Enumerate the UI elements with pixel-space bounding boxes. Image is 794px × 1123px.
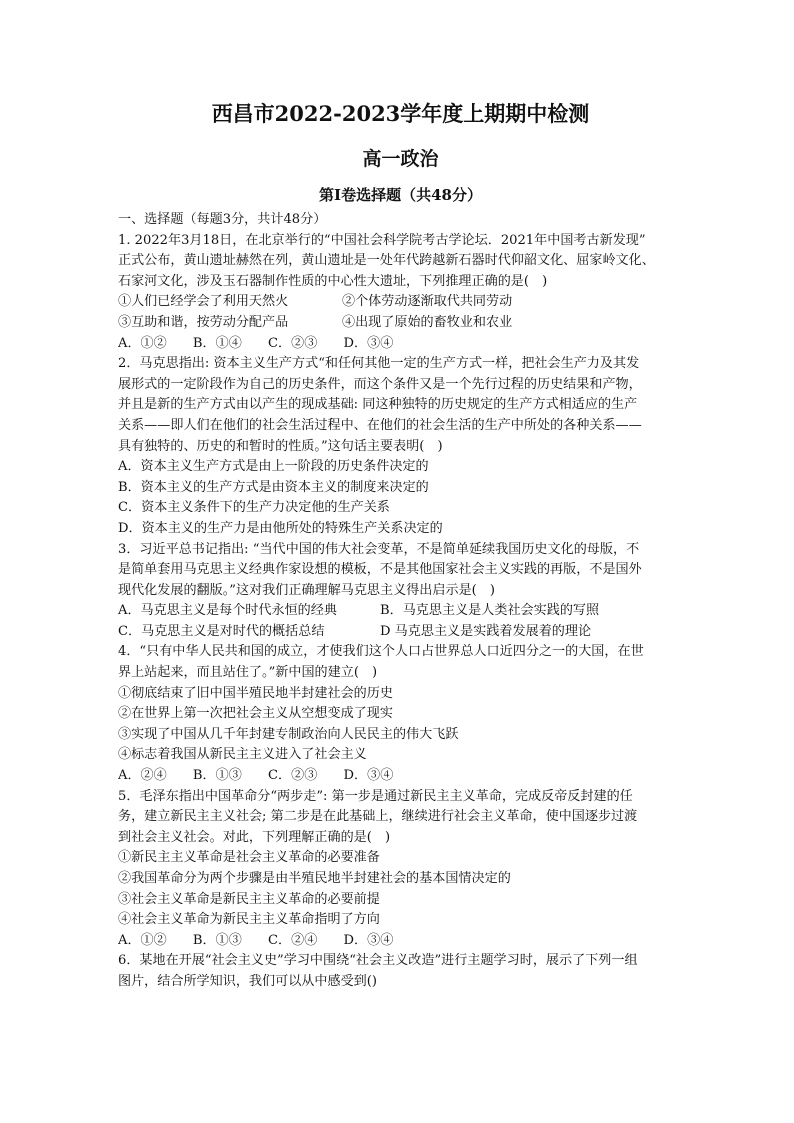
option: D．资本主义的生产力是由他所处的特殊生产关系决定的 — [118, 520, 443, 536]
option: B．资本主义的生产方式是由资本主义的制度来决定的 — [118, 479, 429, 495]
question-text-line: 界上站起来，而且站住了。”新中国的建立( ) — [118, 665, 378, 681]
question-2 — [118, 354, 683, 539]
statement: ①新民主主义革命是社会主义革命的必要准备 — [118, 850, 380, 866]
question-text-line: 正式公布，黄山遗址赫然在列，黄山遗址是一处年代跨越新石器时代仰韶文化、屈家岭文化、 — [118, 253, 655, 269]
option: C．马克思主义是对时代的概括总结 — [118, 623, 325, 639]
question-6 — [118, 951, 683, 992]
question-5 — [118, 787, 683, 952]
question-text-line: 2．马克思指出: 资本主义生产方式“和任何其他一定的生产方式一样，把社会生产力及其发 — [118, 356, 640, 372]
statement: ②个体劳动逐渐取代共同劳动 — [342, 294, 513, 310]
question-text-line: 展形式的一定阶段作为自己的历史条件，而这个条件又是一个先行过程的历史结果和产物， — [118, 376, 642, 392]
questions-body — [118, 210, 683, 993]
answer-choices: A．②④ B．①③ C．②③ D．③④ — [118, 768, 394, 784]
question-text-line: 石家河文化，涉及玉石器制作性质的中心性大遗址，下列推理正确的是( ) — [118, 273, 548, 289]
question-3 — [118, 540, 683, 643]
statement: ④出现了原始的畜牧业和农业 — [342, 314, 513, 330]
question-text-line: 到社会主义社会。对此，下列理解正确的是( ) — [118, 829, 391, 845]
section-heading: 第Ⅰ卷选择题（共48分） — [319, 186, 482, 204]
question-text-line: 现代化发展的翻版。”这对我们正确理解马克思主义得出启示是( ) — [118, 582, 495, 598]
instructions: 一、选择题（每题3分，共计48分） — [118, 212, 327, 227]
exam-page — [118, 100, 683, 993]
statement: ①彻底结束了旧中国半殖民地半封建社会的历史 — [118, 685, 393, 701]
question-text-line: 1. 2022年3月18日，在北京举行的“中国社会科学院考古学论坛．2021年中国考古新发现” — [118, 232, 646, 248]
answer-choices: A．①② B．①④ C．②③ D．③④ — [118, 335, 394, 351]
option: A．资本主义生产方式是由上一阶段的历史条件决定的 — [118, 459, 429, 475]
option-row — [118, 622, 683, 643]
question-1 — [118, 231, 683, 355]
statement: ③社会主义革命是新民主主义革命的必要前提 — [118, 891, 380, 907]
option: B．马克思主义是人类社会实践的写照 — [380, 603, 600, 619]
question-text-line: 5．毛泽东指出中国革命分“两步走”: 第一步是通过新民主主义革命，完成反帝反封建的任 — [118, 788, 633, 804]
question-text-line: 3．习近平总书记指出: “当代中国的伟大社会变革，不是简单延续我国历史文化的母版，不 — [118, 541, 640, 557]
exam-title: 西昌市2022-2023学年度上期期中检测 — [211, 101, 590, 126]
statement-row — [118, 292, 683, 313]
statement: ④标志着我国从新民主主义进入了社会主义 — [118, 747, 367, 763]
question-text-line: 6．某地在开展“社会主义史”学习中围绕“社会主义改造”进行主题学习时，展示了下列一组 — [118, 953, 638, 969]
question-text-line: 关系——即人们在他们的社会生活过程中、在他们的社会生活的生产中所处的各种关系—— — [118, 417, 642, 433]
question-text-line: 图片，结合所学知识，我们可以从中感受到() — [118, 973, 377, 989]
statement: ②我国革命分为两个步骤是由半殖民地半封建社会的基本国情决定的 — [118, 871, 511, 886]
answer-choices: A．①② B．①③ C．②④ D．③④ — [118, 932, 394, 948]
statement: ③互助和谐，按劳动分配产品 — [118, 314, 289, 330]
question-4 — [118, 642, 683, 786]
statement: ③实现了中国从几千年封建专制政治向人民民主的伟大飞跃 — [118, 726, 459, 742]
option-row — [118, 601, 683, 622]
option: D 马克思主义是实践着发展着的理论 — [380, 623, 592, 639]
statement: ①人们已经学会了利用天然火 — [118, 294, 289, 310]
statement: ④社会主义革命为新民主主义革命指明了方向 — [118, 912, 380, 928]
question-text-line: 并且是新的生产方式由以产生的现成基础: 同这种独特的历史规定的生产方式相适应的生产 — [118, 397, 638, 413]
statement-row — [118, 313, 683, 334]
question-text-line: 具有独特的、历史的和暂时的性质。”这句话主要表明( ) — [118, 438, 443, 454]
option: C．资本主义条件下的生产力决定他的生产关系 — [118, 500, 390, 516]
statement: ②在世界上第一次把社会主义从空想变成了现实 — [118, 706, 393, 722]
question-text-line: 是简单套用马克思主义经典作家设想的模板，不是其他国家社会主义实践的再版，不是国外 — [118, 562, 642, 578]
option: A．马克思主义是每个时代永恒的经典 — [118, 603, 337, 619]
question-text-line: 务，建立新民主主义社会; 第二步是在此基础上，继续进行社会主义革命，使中国逐步过渡 — [118, 809, 638, 825]
question-text-line: 4．“只有中华人民共和国的成立，才使我们这个人口占世界总人口近四分之一的大国，在世 — [118, 644, 644, 660]
subject-title: 高一政治 — [362, 148, 439, 170]
